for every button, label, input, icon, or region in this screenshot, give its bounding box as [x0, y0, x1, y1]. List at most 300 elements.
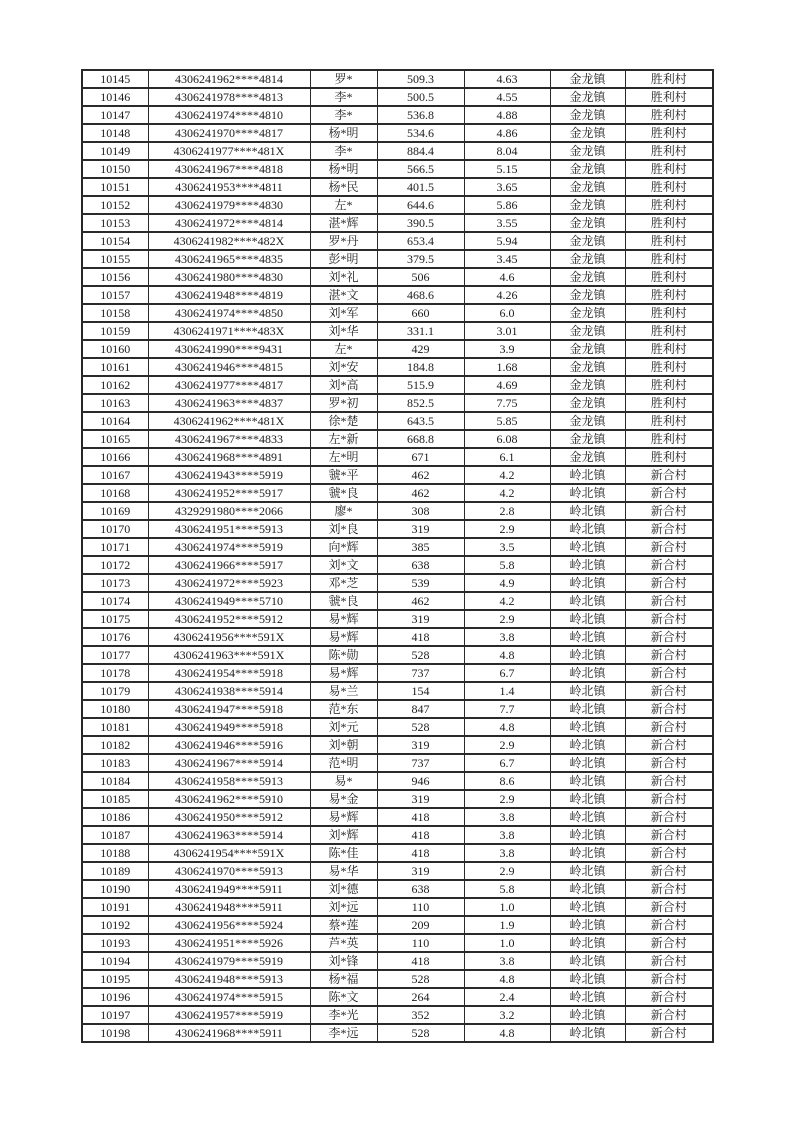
cell-amount: 379.5: [377, 250, 464, 268]
table-row: [82, 610, 713, 628]
cell-amount: 536.8: [377, 106, 464, 124]
cell-village: 胜利村: [625, 358, 713, 376]
cell-secondary-amount: 5.8: [464, 880, 550, 898]
cell-serial-number: 10188: [82, 844, 148, 862]
cell-town: 岭北镇: [550, 700, 625, 718]
cell-serial-number: 10190: [82, 880, 148, 898]
cell-village: 新合村: [625, 538, 713, 556]
cell-masked-id-number: 4306241948****4819: [148, 286, 310, 304]
cell-serial-number: 10171: [82, 538, 148, 556]
cell-town: 岭北镇: [550, 1006, 625, 1024]
cell-masked-name: 易*: [310, 772, 377, 790]
table-row: [82, 934, 713, 952]
cell-secondary-amount: 4.86: [464, 124, 550, 142]
cell-town: 岭北镇: [550, 466, 625, 484]
cell-amount: 500.5: [377, 88, 464, 106]
cell-amount: 319: [377, 736, 464, 754]
cell-masked-id-number: 4306241952****5912: [148, 610, 310, 628]
cell-serial-number: 10162: [82, 376, 148, 394]
cell-masked-name: 罗*丹: [310, 232, 377, 250]
cell-masked-id-number: 4306241953****4811: [148, 178, 310, 196]
cell-village: 胜利村: [625, 214, 713, 232]
cell-secondary-amount: 3.8: [464, 826, 550, 844]
cell-masked-name: 刘*安: [310, 358, 377, 376]
cell-masked-id-number: 4306241980****4830: [148, 268, 310, 286]
table-row: [82, 988, 713, 1006]
beneficiary-table: [81, 69, 714, 1043]
cell-secondary-amount: 2.9: [464, 736, 550, 754]
cell-town: 金龙镇: [550, 214, 625, 232]
cell-serial-number: 10149: [82, 142, 148, 160]
cell-masked-id-number: 4306241962****481X: [148, 412, 310, 430]
table-row: [82, 484, 713, 502]
cell-serial-number: 10158: [82, 304, 148, 322]
cell-town: 岭北镇: [550, 790, 625, 808]
cell-town: 金龙镇: [550, 430, 625, 448]
cell-amount: 653.4: [377, 232, 464, 250]
cell-masked-id-number: 4306241954****5918: [148, 664, 310, 682]
cell-village: 新合村: [625, 952, 713, 970]
cell-amount: 308: [377, 502, 464, 520]
cell-masked-name: 刘*锋: [310, 952, 377, 970]
cell-serial-number: 10160: [82, 340, 148, 358]
cell-village: 新合村: [625, 754, 713, 772]
cell-masked-name: 杨*民: [310, 178, 377, 196]
cell-serial-number: 10186: [82, 808, 148, 826]
cell-masked-id-number: 4306241952****5917: [148, 484, 310, 502]
cell-amount: 528: [377, 1024, 464, 1042]
cell-masked-id-number: 4306241949****5911: [148, 880, 310, 898]
cell-serial-number: 10172: [82, 556, 148, 574]
cell-amount: 401.5: [377, 178, 464, 196]
cell-masked-id-number: 4306241943****5919: [148, 466, 310, 484]
cell-town: 金龙镇: [550, 250, 625, 268]
table-row: [82, 268, 713, 286]
table-row: [82, 826, 713, 844]
cell-secondary-amount: 3.8: [464, 808, 550, 826]
table-row: [82, 124, 713, 142]
table-row: [82, 70, 713, 88]
cell-serial-number: 10170: [82, 520, 148, 538]
cell-town: 岭北镇: [550, 844, 625, 862]
cell-masked-name: 向*辉: [310, 538, 377, 556]
cell-village: 胜利村: [625, 286, 713, 304]
cell-amount: 331.1: [377, 322, 464, 340]
cell-town: 岭北镇: [550, 862, 625, 880]
cell-secondary-amount: 1.0: [464, 898, 550, 916]
cell-secondary-amount: 1.0: [464, 934, 550, 952]
cell-town: 金龙镇: [550, 88, 625, 106]
cell-secondary-amount: 4.8: [464, 646, 550, 664]
cell-town: 金龙镇: [550, 124, 625, 142]
table-row: [82, 88, 713, 106]
table-row: [82, 754, 713, 772]
cell-amount: 946: [377, 772, 464, 790]
cell-serial-number: 10182: [82, 736, 148, 754]
cell-serial-number: 10150: [82, 160, 148, 178]
table-row: [82, 214, 713, 232]
cell-masked-name: 刘*高: [310, 376, 377, 394]
cell-masked-id-number: 4306241967****4818: [148, 160, 310, 178]
cell-town: 岭北镇: [550, 718, 625, 736]
cell-village: 胜利村: [625, 268, 713, 286]
cell-amount: 668.8: [377, 430, 464, 448]
cell-masked-name: 刘*军: [310, 304, 377, 322]
cell-village: 新合村: [625, 1006, 713, 1024]
cell-town: 金龙镇: [550, 70, 625, 88]
cell-amount: 566.5: [377, 160, 464, 178]
cell-masked-name: 虢*平: [310, 466, 377, 484]
cell-village: 胜利村: [625, 142, 713, 160]
cell-town: 岭北镇: [550, 880, 625, 898]
cell-village: 胜利村: [625, 232, 713, 250]
cell-masked-id-number: 4306241982****482X: [148, 232, 310, 250]
cell-masked-name: 李*: [310, 106, 377, 124]
table-row: [82, 250, 713, 268]
table-row: [82, 772, 713, 790]
cell-amount: 462: [377, 484, 464, 502]
cell-masked-id-number: 4306241962****5910: [148, 790, 310, 808]
table-row: [82, 142, 713, 160]
cell-masked-name: 刘*礼: [310, 268, 377, 286]
cell-village: 新合村: [625, 826, 713, 844]
cell-secondary-amount: 4.69: [464, 376, 550, 394]
table-row: [82, 916, 713, 934]
cell-village: 胜利村: [625, 322, 713, 340]
cell-serial-number: 10175: [82, 610, 148, 628]
table-row: [82, 736, 713, 754]
cell-masked-id-number: 4306241962****4814: [148, 70, 310, 88]
cell-amount: 638: [377, 880, 464, 898]
cell-masked-name: 虢*良: [310, 592, 377, 610]
cell-masked-name: 陈*佳: [310, 844, 377, 862]
cell-secondary-amount: 3.45: [464, 250, 550, 268]
cell-amount: 515.9: [377, 376, 464, 394]
cell-amount: 528: [377, 970, 464, 988]
cell-town: 金龙镇: [550, 340, 625, 358]
cell-masked-id-number: 4306241977****481X: [148, 142, 310, 160]
cell-secondary-amount: 4.8: [464, 1024, 550, 1042]
cell-amount: 528: [377, 646, 464, 664]
cell-masked-name: 杨*明: [310, 160, 377, 178]
cell-secondary-amount: 1.9: [464, 916, 550, 934]
cell-serial-number: 10177: [82, 646, 148, 664]
table-row: [82, 664, 713, 682]
table-row: [82, 1024, 713, 1042]
cell-amount: 671: [377, 448, 464, 466]
cell-village: 新合村: [625, 466, 713, 484]
cell-masked-id-number: 4306241954****591X: [148, 844, 310, 862]
cell-masked-name: 刘*朝: [310, 736, 377, 754]
cell-town: 岭北镇: [550, 934, 625, 952]
cell-amount: 660: [377, 304, 464, 322]
cell-secondary-amount: 6.08: [464, 430, 550, 448]
cell-amount: 154: [377, 682, 464, 700]
cell-serial-number: 10164: [82, 412, 148, 430]
cell-masked-id-number: 4306241963****591X: [148, 646, 310, 664]
cell-serial-number: 10178: [82, 664, 148, 682]
cell-serial-number: 10167: [82, 466, 148, 484]
cell-amount: 884.4: [377, 142, 464, 160]
cell-amount: 352: [377, 1006, 464, 1024]
cell-secondary-amount: 8.04: [464, 142, 550, 160]
cell-secondary-amount: 6.0: [464, 304, 550, 322]
cell-amount: 418: [377, 808, 464, 826]
cell-masked-id-number: 4306241963****4837: [148, 394, 310, 412]
cell-masked-name: 徐*楚: [310, 412, 377, 430]
cell-masked-name: 湛*辉: [310, 214, 377, 232]
cell-masked-name: 罗*: [310, 70, 377, 88]
table-row: [82, 340, 713, 358]
cell-town: 岭北镇: [550, 754, 625, 772]
cell-masked-name: 杨*福: [310, 970, 377, 988]
cell-town: 岭北镇: [550, 808, 625, 826]
cell-town: 金龙镇: [550, 232, 625, 250]
cell-village: 新合村: [625, 790, 713, 808]
cell-town: 岭北镇: [550, 952, 625, 970]
cell-town: 岭北镇: [550, 538, 625, 556]
cell-village: 胜利村: [625, 376, 713, 394]
cell-amount: 418: [377, 844, 464, 862]
cell-secondary-amount: 4.8: [464, 718, 550, 736]
cell-masked-name: 左*: [310, 196, 377, 214]
cell-village: 胜利村: [625, 70, 713, 88]
cell-masked-name: 虢*良: [310, 484, 377, 502]
cell-village: 新合村: [625, 736, 713, 754]
cell-town: 金龙镇: [550, 358, 625, 376]
cell-masked-name: 刘*文: [310, 556, 377, 574]
cell-masked-id-number: 4306241951****5926: [148, 934, 310, 952]
cell-serial-number: 10157: [82, 286, 148, 304]
cell-amount: 534.6: [377, 124, 464, 142]
cell-serial-number: 10196: [82, 988, 148, 1006]
cell-town: 金龙镇: [550, 142, 625, 160]
cell-masked-id-number: 4306241978****4813: [148, 88, 310, 106]
cell-amount: 462: [377, 466, 464, 484]
cell-town: 金龙镇: [550, 376, 625, 394]
cell-secondary-amount: 5.15: [464, 160, 550, 178]
table-row: [82, 682, 713, 700]
cell-village: 新合村: [625, 916, 713, 934]
cell-amount: 852.5: [377, 394, 464, 412]
cell-village: 新合村: [625, 718, 713, 736]
cell-serial-number: 10193: [82, 934, 148, 952]
cell-masked-name: 李*光: [310, 1006, 377, 1024]
table-row: [82, 1006, 713, 1024]
cell-secondary-amount: 3.9: [464, 340, 550, 358]
cell-village: 胜利村: [625, 88, 713, 106]
cell-serial-number: 10159: [82, 322, 148, 340]
cell-serial-number: 10163: [82, 394, 148, 412]
cell-town: 金龙镇: [550, 322, 625, 340]
cell-village: 新合村: [625, 1024, 713, 1042]
cell-masked-name: 湛*文: [310, 286, 377, 304]
cell-village: 新合村: [625, 520, 713, 538]
cell-serial-number: 10174: [82, 592, 148, 610]
table-row: [82, 106, 713, 124]
cell-secondary-amount: 8.6: [464, 772, 550, 790]
cell-town: 金龙镇: [550, 286, 625, 304]
cell-village: 新合村: [625, 898, 713, 916]
cell-amount: 643.5: [377, 412, 464, 430]
cell-town: 金龙镇: [550, 268, 625, 286]
cell-amount: 506: [377, 268, 464, 286]
cell-masked-id-number: 4306241967****4833: [148, 430, 310, 448]
cell-village: 新合村: [625, 772, 713, 790]
cell-masked-name: 左*新: [310, 430, 377, 448]
cell-village: 新合村: [625, 844, 713, 862]
table-row: [82, 196, 713, 214]
table-row: [82, 844, 713, 862]
cell-secondary-amount: 4.88: [464, 106, 550, 124]
cell-amount: 418: [377, 826, 464, 844]
table-row: [82, 700, 713, 718]
cell-masked-id-number: 4306241957****5919: [148, 1006, 310, 1024]
cell-village: 新合村: [625, 592, 713, 610]
cell-serial-number: 10198: [82, 1024, 148, 1042]
cell-town: 岭北镇: [550, 628, 625, 646]
cell-amount: 390.5: [377, 214, 464, 232]
cell-secondary-amount: 4.63: [464, 70, 550, 88]
cell-secondary-amount: 1.68: [464, 358, 550, 376]
cell-town: 岭北镇: [550, 484, 625, 502]
cell-serial-number: 10179: [82, 682, 148, 700]
cell-secondary-amount: 4.6: [464, 268, 550, 286]
table-row: [82, 322, 713, 340]
cell-serial-number: 10197: [82, 1006, 148, 1024]
table-row: [82, 808, 713, 826]
cell-masked-name: 刘*德: [310, 880, 377, 898]
table-row: [82, 538, 713, 556]
cell-serial-number: 10187: [82, 826, 148, 844]
cell-serial-number: 10145: [82, 70, 148, 88]
cell-secondary-amount: 7.75: [464, 394, 550, 412]
cell-secondary-amount: 3.55: [464, 214, 550, 232]
table-row: [82, 412, 713, 430]
cell-serial-number: 10156: [82, 268, 148, 286]
cell-amount: 429: [377, 340, 464, 358]
cell-masked-name: 罗*初: [310, 394, 377, 412]
cell-secondary-amount: 2.4: [464, 988, 550, 1006]
cell-amount: 418: [377, 952, 464, 970]
cell-masked-name: 刘*良: [310, 520, 377, 538]
cell-masked-name: 刘*辉: [310, 826, 377, 844]
cell-secondary-amount: 3.01: [464, 322, 550, 340]
cell-masked-name: 范*明: [310, 754, 377, 772]
cell-serial-number: 10185: [82, 790, 148, 808]
table-row: [82, 646, 713, 664]
cell-serial-number: 10161: [82, 358, 148, 376]
cell-masked-name: 蔡*莲: [310, 916, 377, 934]
table-row: [82, 286, 713, 304]
cell-village: 胜利村: [625, 448, 713, 466]
table-row: [82, 430, 713, 448]
table-row: [82, 178, 713, 196]
cell-secondary-amount: 4.2: [464, 466, 550, 484]
cell-amount: 319: [377, 862, 464, 880]
cell-village: 新合村: [625, 502, 713, 520]
table-body: [82, 70, 713, 1042]
cell-secondary-amount: 1.4: [464, 682, 550, 700]
cell-secondary-amount: 4.2: [464, 592, 550, 610]
cell-masked-id-number: 4306241990****9431: [148, 340, 310, 358]
cell-masked-id-number: 4306241947****5918: [148, 700, 310, 718]
cell-serial-number: 10195: [82, 970, 148, 988]
table-row: [82, 718, 713, 736]
cell-town: 岭北镇: [550, 574, 625, 592]
cell-masked-id-number: 4306241971****483X: [148, 322, 310, 340]
cell-town: 岭北镇: [550, 664, 625, 682]
cell-masked-id-number: 4306241968****4891: [148, 448, 310, 466]
cell-village: 胜利村: [625, 196, 713, 214]
cell-secondary-amount: 4.8: [464, 970, 550, 988]
table-row: [82, 628, 713, 646]
cell-amount: 462: [377, 592, 464, 610]
cell-town: 岭北镇: [550, 772, 625, 790]
cell-masked-name: 陈*勋: [310, 646, 377, 664]
cell-town: 岭北镇: [550, 646, 625, 664]
cell-village: 胜利村: [625, 178, 713, 196]
cell-masked-name: 易*华: [310, 862, 377, 880]
cell-secondary-amount: 5.85: [464, 412, 550, 430]
table-row: [82, 160, 713, 178]
table-row: [82, 304, 713, 322]
cell-masked-id-number: 4306241972****4814: [148, 214, 310, 232]
cell-serial-number: 10173: [82, 574, 148, 592]
cell-masked-name: 芦*英: [310, 934, 377, 952]
cell-serial-number: 10166: [82, 448, 148, 466]
cell-masked-id-number: 4306241977****4817: [148, 376, 310, 394]
cell-serial-number: 10184: [82, 772, 148, 790]
cell-village: 新合村: [625, 664, 713, 682]
cell-masked-name: 左*: [310, 340, 377, 358]
cell-masked-name: 廖*: [310, 502, 377, 520]
cell-village: 胜利村: [625, 160, 713, 178]
cell-serial-number: 10181: [82, 718, 148, 736]
table-row: [82, 520, 713, 538]
cell-town: 金龙镇: [550, 394, 625, 412]
cell-village: 胜利村: [625, 412, 713, 430]
cell-masked-name: 邓*芝: [310, 574, 377, 592]
cell-amount: 385: [377, 538, 464, 556]
cell-masked-id-number: 4306241949****5710: [148, 592, 310, 610]
cell-serial-number: 10176: [82, 628, 148, 646]
cell-town: 岭北镇: [550, 898, 625, 916]
cell-town: 金龙镇: [550, 196, 625, 214]
cell-secondary-amount: 4.9: [464, 574, 550, 592]
cell-village: 新合村: [625, 880, 713, 898]
cell-amount: 847: [377, 700, 464, 718]
cell-town: 金龙镇: [550, 160, 625, 178]
cell-amount: 209: [377, 916, 464, 934]
cell-amount: 319: [377, 610, 464, 628]
cell-masked-id-number: 4306241972****5923: [148, 574, 310, 592]
cell-secondary-amount: 2.8: [464, 502, 550, 520]
cell-amount: 184.8: [377, 358, 464, 376]
cell-amount: 528: [377, 718, 464, 736]
cell-village: 新合村: [625, 610, 713, 628]
cell-masked-name: 易*辉: [310, 808, 377, 826]
cell-secondary-amount: 5.94: [464, 232, 550, 250]
cell-town: 金龙镇: [550, 106, 625, 124]
cell-masked-id-number: 4329291980****2066: [148, 502, 310, 520]
cell-masked-id-number: 4306241979****4830: [148, 196, 310, 214]
cell-masked-id-number: 4306241951****5913: [148, 520, 310, 538]
table-row: [82, 574, 713, 592]
cell-secondary-amount: 5.8: [464, 556, 550, 574]
cell-masked-id-number: 4306241946****4815: [148, 358, 310, 376]
cell-amount: 264: [377, 988, 464, 1006]
